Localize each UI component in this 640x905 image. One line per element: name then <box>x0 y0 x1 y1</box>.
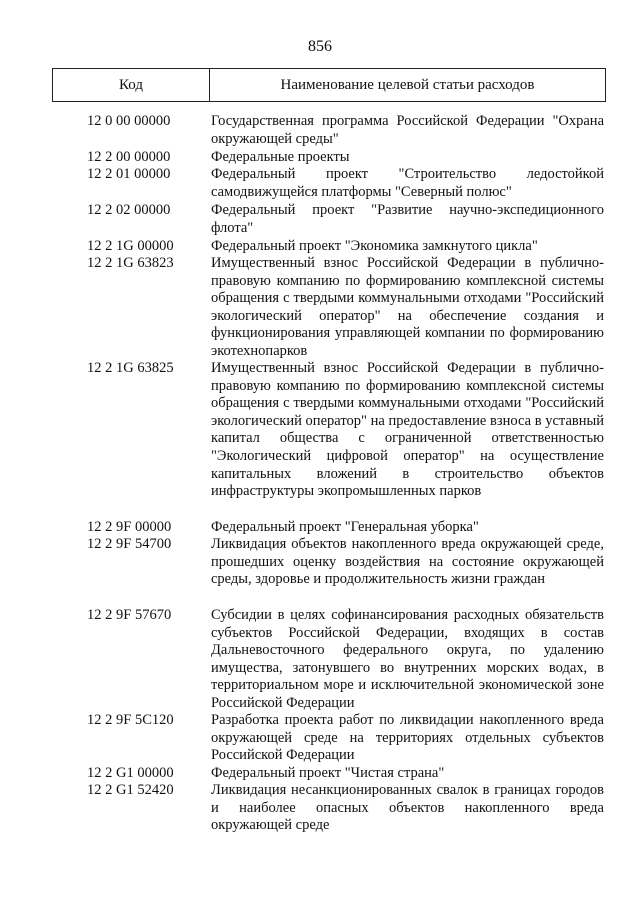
row-name: Федеральный проект "Генеральная уборка" <box>211 519 479 535</box>
row-name: Разработка проекта работ по ликвидации накопленного вреда окружающей среде на территориях отдельных субъектов Российской Федерации <box>211 712 604 764</box>
row-code: 12 2 9F 54700 <box>87 536 172 552</box>
table-row <box>0 238 640 255</box>
row-code: 12 2 9F 5C120 <box>87 712 174 728</box>
table-row <box>0 519 640 536</box>
table-body <box>0 113 640 835</box>
table-row <box>0 255 640 360</box>
row-name: Ликвидация несанкционированных свалок в границах городов и наиболее опасных объектов накопленного вреда окружающей среде <box>211 782 604 834</box>
table-row <box>0 536 640 607</box>
table-row <box>0 113 640 149</box>
row-name: Федеральный проект "Экономика замкнутого цикла" <box>211 238 538 254</box>
row-name: Имущественный взнос Российской Федерации в публично-правовую компанию по формированию комплексной системы обращения с твердыми коммунальными отходами "Российский экологический оператор" на обеспечение создания и функционирования управляющей компании по формированию экотехнопарков <box>211 255 604 359</box>
table-row <box>0 712 640 765</box>
page-number: 856 <box>308 38 332 55</box>
row-code: 12 2 1G 63823 <box>87 255 174 271</box>
row-name: Федеральные проекты <box>211 149 350 165</box>
table-row <box>0 166 640 202</box>
row-code: 12 2 9F 00000 <box>87 519 172 535</box>
row-name: Федеральный проект "Развитие научно-экспедиционного флота" <box>211 202 604 236</box>
table-header <box>52 68 606 102</box>
row-code: 12 2 00 00000 <box>87 149 171 165</box>
row-code: 12 2 1G 63825 <box>87 360 174 376</box>
table-row <box>0 360 640 519</box>
row-code: 12 2 G1 52420 <box>87 782 174 798</box>
row-code: 12 2 01 00000 <box>87 166 171 182</box>
row-name: Субсидии в целях софинансирования расходных обязательств субъектов Российской Федерации, входящих в состав Дальневосточного федерального округа, по удалению имущества, затонувшего во внутренних морских водах, в территориальном море и исключительной экономической зоне Российской Федерации <box>211 607 604 711</box>
row-name: Государственная программа Российской Федерации "Охрана окружающей среды" <box>211 113 604 147</box>
row-name: Ликвидация объектов накопленного вреда окружающей среде, прошедших оценку воздействия на состояние окружающей среды, здоровье и продолжительность жизни граждан <box>211 536 604 588</box>
header-code: Код <box>53 69 210 101</box>
table-row <box>0 765 640 782</box>
table-row <box>0 202 640 238</box>
row-name: Имущественный взнос Российской Федерации в публично-правовую компанию по формированию комплексной системы обращения с твердыми коммунальными отходами "Российский экологический оператор" на предоставление взноса в уставный капитал общества с ограниченной ответственностью "Экологический цифровой оператор" на осуществление капитальных вложений в строительство объектов инфраструктуры экопромышленных парков <box>211 360 604 500</box>
row-code: 12 2 1G 00000 <box>87 238 174 254</box>
row-code: 12 2 9F 57670 <box>87 607 172 623</box>
table-row <box>0 607 640 712</box>
header-name: Наименование целевой статьи расходов <box>280 76 535 93</box>
row-name: Федеральный проект "Чистая страна" <box>211 765 445 781</box>
row-name: Федеральный проект "Строительство ледостойкой самодвижущейся платформы "Северный полюс" <box>211 166 604 200</box>
table-row <box>0 782 640 835</box>
row-code: 12 2 G1 00000 <box>87 765 174 781</box>
table-row <box>0 149 640 166</box>
row-code: 12 2 02 00000 <box>87 202 171 218</box>
row-code: 12 0 00 00000 <box>87 113 171 129</box>
